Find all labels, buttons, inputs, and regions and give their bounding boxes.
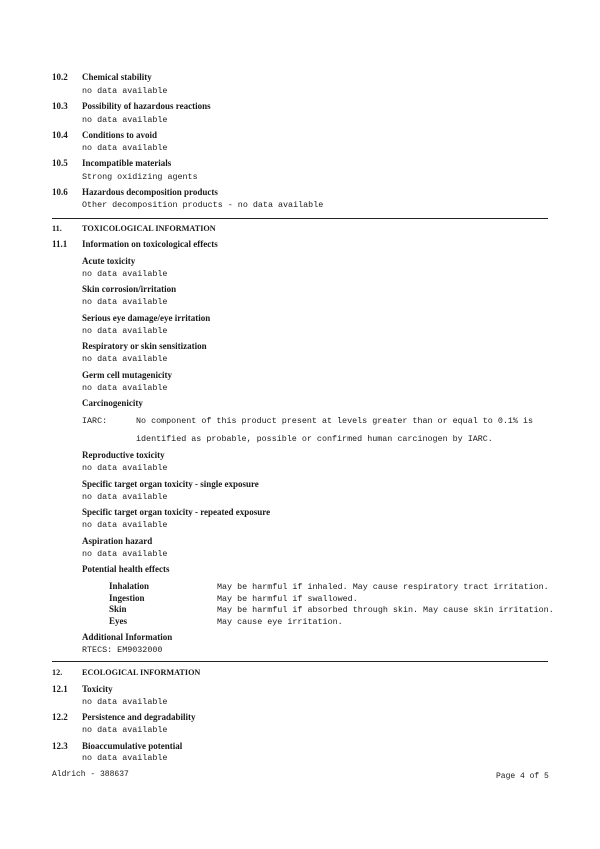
subsection-title: Toxicity (82, 684, 113, 694)
health-effect: May be harmful if absorbed through skin. May cause skin irritation. (217, 605, 554, 615)
item-text: no data available (82, 520, 168, 530)
iarc-statement: identified as probable, possible or confirmed human carcinogen by IARC. (136, 434, 493, 444)
item-title: Acute toxicity (82, 256, 136, 266)
section-divider (52, 218, 548, 219)
subsection-title: Conditions to avoid (82, 130, 158, 140)
subsection-title: Incompatible materials (82, 158, 172, 168)
health-route: Inhalation (109, 581, 150, 591)
item-text: no data available (82, 354, 168, 364)
subsection-title: Information on toxicological effects (82, 239, 218, 249)
subsection-text: no data available (82, 115, 168, 125)
item-title: Carcinogenicity (82, 398, 143, 408)
health-effect: May cause eye irritation. (217, 617, 343, 627)
subsection-title: Bioaccumulative potential (82, 741, 183, 751)
item-text: no data available (82, 326, 168, 336)
subsection-number: 10.2 (52, 72, 68, 82)
item-text: RTECS: EM9032000 (82, 645, 163, 655)
subsection-text: no data available (82, 697, 168, 707)
subsection-title: Hazardous decomposition products (82, 187, 218, 197)
subsection-title: Possibility of hazardous reactions (82, 101, 211, 111)
subsection-title: Chemical stability (82, 72, 152, 82)
iarc-statement: No component of this product present at levels greater than or equal to 0.1% is (136, 416, 534, 426)
subsection-text: Other decomposition products - no data available (82, 200, 324, 210)
item-title: Specific target organ toxicity - single exposure (82, 479, 259, 489)
subsection-number: 12.3 (52, 741, 68, 751)
health-route: Eyes (109, 616, 127, 626)
subsection-number: 10.4 (52, 130, 68, 140)
subsection-number: 12.1 (52, 684, 68, 694)
footer-page-number: Page 4 of 5 (496, 772, 549, 781)
subsection-text: no data available (82, 753, 168, 763)
footer-product-id: Aldrich - 388637 (52, 770, 129, 779)
item-title: Additional Information (82, 632, 173, 642)
subsection-text: Strong oxidizing agents (82, 172, 198, 182)
section-title: TOXICOLOGICAL INFORMATION (82, 224, 216, 233)
subsection-number: 12.2 (52, 712, 68, 722)
subsection-text: no data available (82, 143, 168, 153)
subsection-number: 10.5 (52, 158, 68, 168)
item-title: Germ cell mutagenicity (82, 370, 172, 380)
subsection-number: 11.1 (52, 239, 68, 249)
health-route: Ingestion (109, 593, 145, 603)
item-text: no data available (82, 463, 168, 473)
iarc-label: IARC: (82, 416, 108, 426)
section-number: 12. (52, 668, 63, 677)
item-title: Aspiration hazard (82, 536, 153, 546)
item-text: no data available (82, 269, 168, 279)
subsection-number: 10.6 (52, 187, 68, 197)
section-number: 11. (52, 224, 62, 233)
health-effect: May be harmful if inhaled. May cause respiratory tract irritation. (217, 582, 549, 592)
item-title: Specific target organ toxicity - repeated exposure (82, 507, 271, 517)
subsection-text: no data available (82, 86, 168, 96)
subsection-number: 10.3 (52, 101, 68, 111)
item-title: Respiratory or skin sensitization (82, 341, 207, 351)
section-divider (52, 661, 548, 662)
health-route: Skin (109, 604, 127, 614)
item-title: Potential health effects (82, 564, 170, 574)
item-text: no data available (82, 492, 168, 502)
subsection-text: no data available (82, 725, 168, 735)
item-text: no data available (82, 549, 168, 559)
item-title: Serious eye damage/eye irritation (82, 313, 211, 323)
health-effect: May be harmful if swallowed. (217, 594, 358, 604)
section-title: ECOLOGICAL INFORMATION (82, 668, 201, 677)
item-title: Skin corrosion/irritation (82, 284, 177, 294)
item-text: no data available (82, 297, 168, 307)
item-text: no data available (82, 383, 168, 393)
item-title: Reproductive toxicity (82, 450, 165, 460)
subsection-title: Persistence and degradability (82, 712, 196, 722)
